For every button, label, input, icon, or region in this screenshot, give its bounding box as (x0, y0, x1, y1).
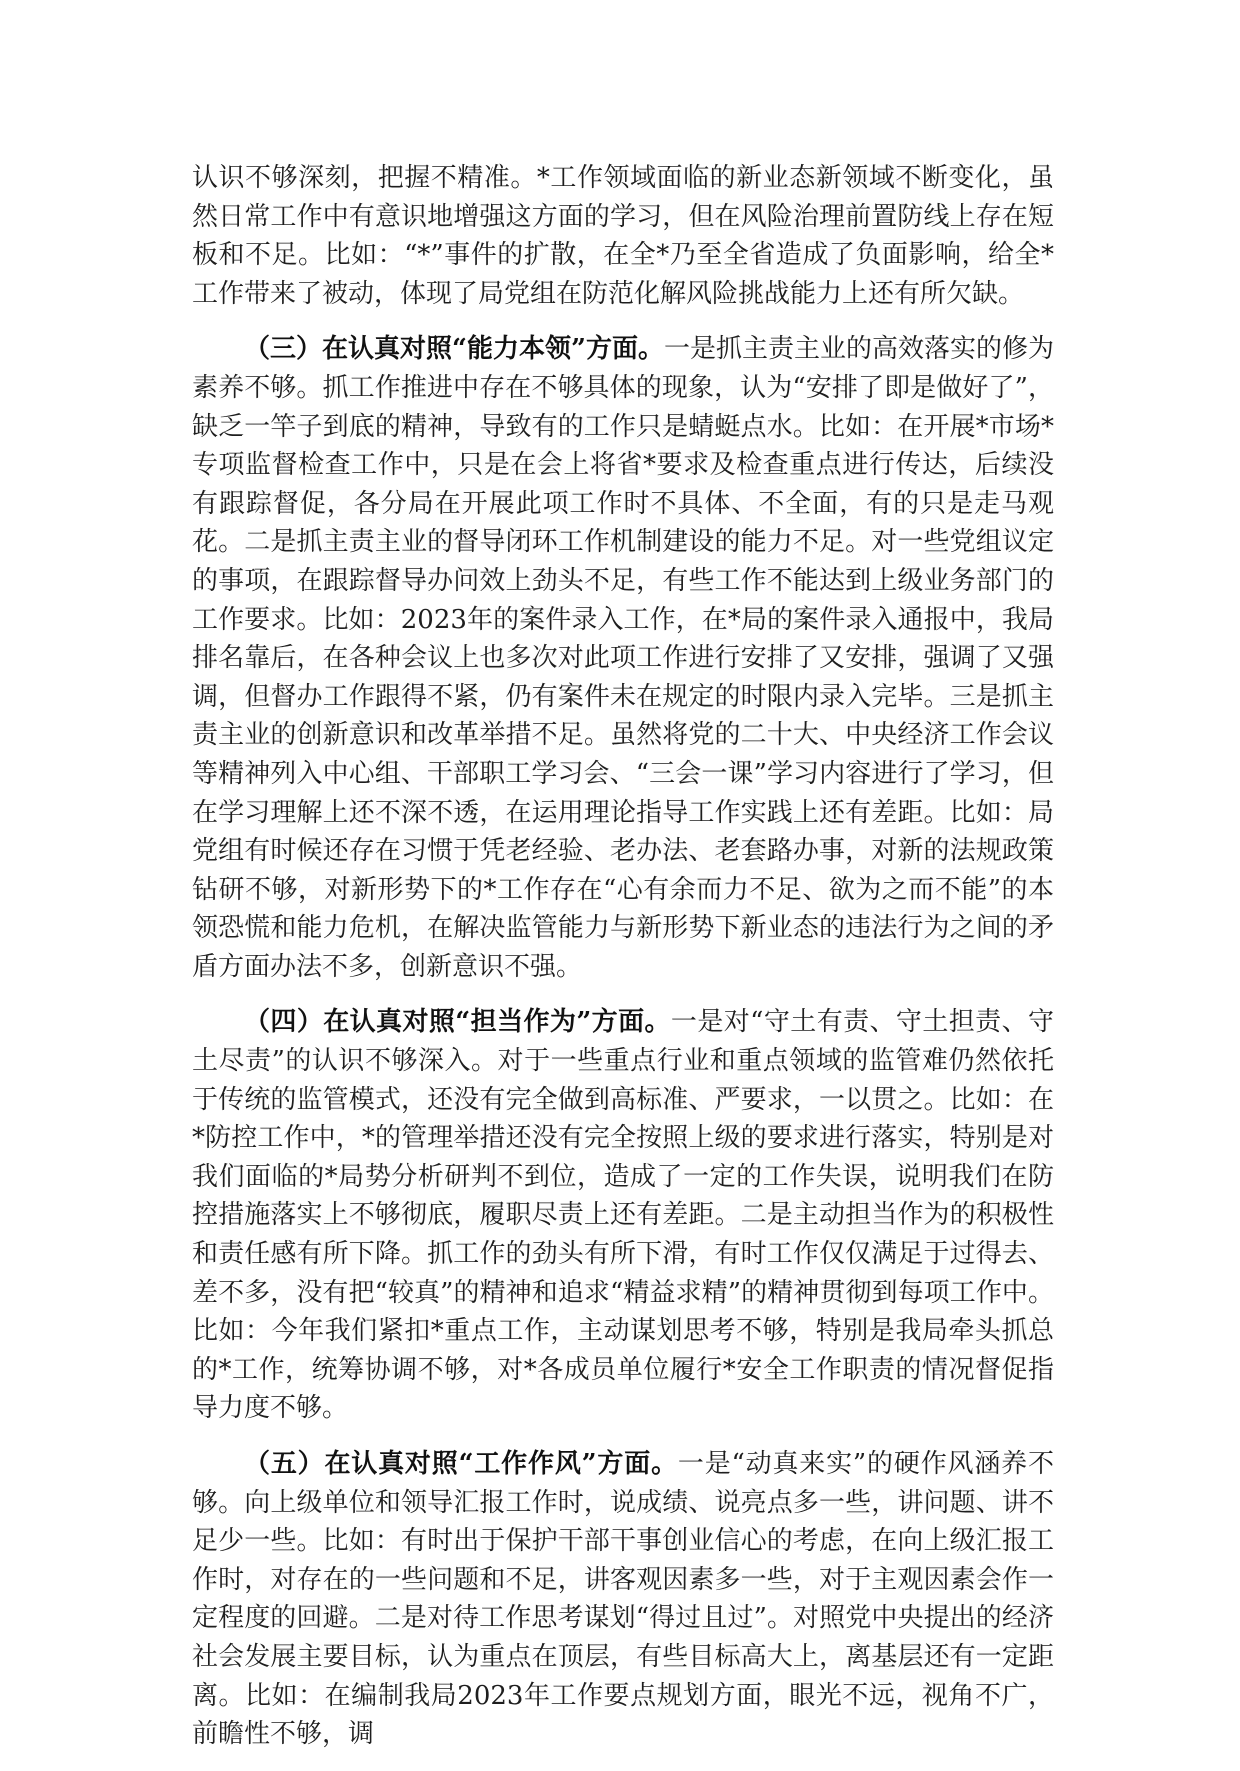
paragraph-ability (192, 330, 1054, 986)
paragraph-responsibility (192, 1003, 1054, 1428)
paragraph-heading: （三）在认真对照“能力本领”方面。 (244, 334, 664, 365)
document-body (192, 159, 1054, 1771)
paragraph-text: 一是对“守土有责、守土担责、守土尽责”的认识不够深入。对于一些重点行业和重点领域的监管难仍然依托于传统的监管模式，还没有完全做到高标准、严要求，一以贯之。比如：在*防控工作中，*的管理举措还没有完全按照上级的要求进行落实，特别是对我们面临的*局势分析研判不到位，造成了一定的工作失误，说明我们在防控措施落实上不够彻底，履职尽责上还有差距。二是主动担当作为的积极性和责任感有所下降。抓工作的劲头有所下滑，有时工作仅仅满足于过得去、差不多，没有把“较真”的精神和追求“精益求精”的精神贯彻到每项工作中。比如：今年我们紧扣*重点工作，主动谋划思考不够，特别是我局牵头抓总的*工作，统筹协调不够，对*各成员单位履行*安全工作职责的情况督促指导力度不够。 (192, 1007, 1054, 1424)
paragraph-text: 认识不够深刻，把握不精准。*工作领域面临的新业态新领域不断变化，虽然日常工作中有意识地增强这方面的学习，但在风险治理前置防线上存在短板和不足。比如：“*”事件的扩散，在全*乃至全省造成了负面影响，给全*工作带来了被动，体现了局党组在防范化解风险挑战能力上还有所欠缺。 (192, 163, 1054, 309)
paragraph-continuation (192, 159, 1054, 313)
paragraph-heading: （五）在认真对照“工作作风”方面。 (244, 1449, 678, 1479)
paragraph-text: 一是“动真来实”的硬作风涵养不够。向上级单位和领导汇报工作时，说成绩、说亮点多一些，讲问题、讲不足少一些。比如：有时出于保护干部干事创业信心的考虑，在向上级汇报工作时，对存在的一些问题和不足，讲客观因素多一些，对于主观因素会作一定程度的回避。二是对待工作思考谋划“得过且过”。对照党中央提出的经济社会发展主要目标，认为重点在顶层，有些目标高大上，离基层还有一定距离。比如：在编制我局2023年工作要点规划方面，眼光不远，视角不广，前瞻性不够，调 (192, 1449, 1054, 1750)
paragraph-work-style (192, 1445, 1054, 1754)
paragraph-text: 一是抓主责主业的高效落实的修为素养不够。抓工作推进中存在不够具体的现象，认为“安排了即是做好了”，缺乏一竿子到底的精神，导致有的工作只是蜻蜓点水。比如：在开展*市场*专项监督检查工作中，只是在会上将省*要求及检查重点进行传达，后续没有跟踪督促，各分局在开展此项工作时不具体、不全面，有的只是走马观花。二是抓主责主业的督导闭环工作机制建设的能力不足。对一些党组议定的事项，在跟踪督导办问效上劲头不足，有些工作不能达到上级业务部门的工作要求。比如：2023年的案件录入工作，在*局的案件录入通报中，我局排名靠后，在各种会议上也多次对此项工作进行安排了又安排，强调了又强调，但督办工作跟得不紧，仍有案件未在规定的时限内录入完毕。三是抓主责主业的创新意识和改革举措不足。虽然将党的二十大、中央经济工作会议等精神列入中心组、干部职工学习会、“三会一课”学习内容进行了学习，但在学习理解上还不深不透，在运用理论指导工作实践上还有差距。比如：局党组有时候还存在习惯于凭老经验、老办法、老套路办事，对新的法规政策钻研不够，对新形势下的*工作存在“心有余而力不足、欲为之而不能”的本领恐慌和能力危机，在解决监管能力与新形势下新业态的违法行为之间的矛盾方面办法不多，创新意识不强。 (192, 334, 1054, 982)
paragraph-heading: （四）在认真对照“担当作为”方面。 (244, 1007, 671, 1038)
